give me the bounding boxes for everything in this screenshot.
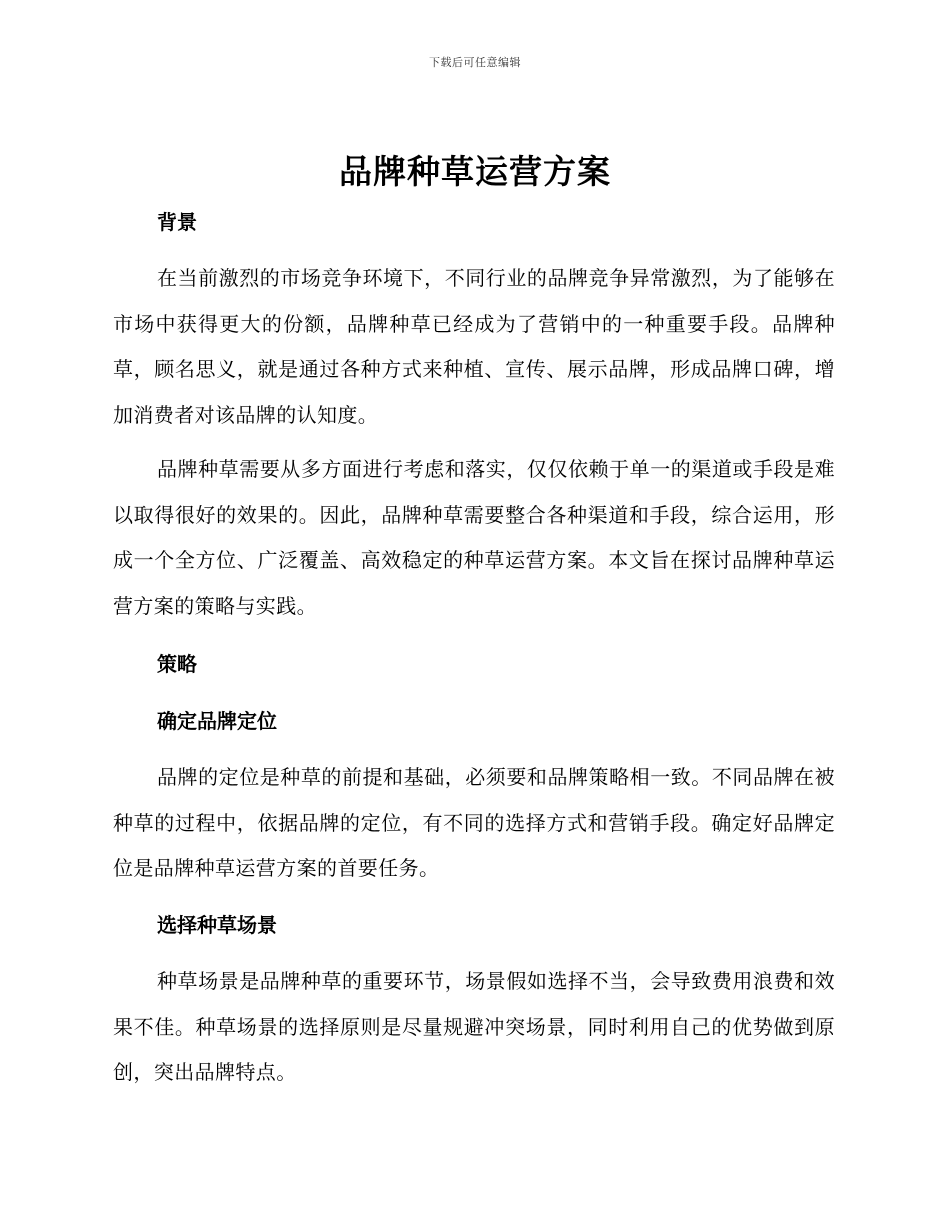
paragraph-seeding-scene: 种草场景是品牌种草的重要环节，场景假如选择不当，会导致费用浪费和效果不佳。种草场景的选择原则是尽量规避冲突场景，同时利用自己的优势做到原创，突出品牌特点。	[113, 969, 835, 1084]
section-heading-strategy: 策略	[157, 652, 197, 676]
paragraph-brand-positioning: 品牌的定位是种草的前提和基础，必须要和品牌策略相一致。不同品牌在被种草的过程中，依据品牌的定位，有不同的选择方式和营销手段。确定好品牌定位是品牌种草运营方案的首要任务。	[113, 765, 835, 880]
page-header-note: 下载后可任意编辑	[429, 56, 521, 69]
subsection-heading-seeding-scene: 选择种草场景	[157, 913, 277, 937]
paragraph-background-1: 在当前激烈的市场竞争环境下，不同行业的品牌竞争异常激烈，为了能够在市场中获得更大的份额，品牌种草已经成为了营销中的一种重要手段。品牌种草，顾名思义，就是通过各种方式来种植、宣传、展示品牌，形成品牌口碑，增加消费者对该品牌的认知度。	[113, 266, 835, 427]
subsection-heading-brand-positioning: 确定品牌定位	[157, 709, 277, 733]
document-title: 品牌种草运营方案	[339, 152, 611, 191]
section-heading-background: 背景	[157, 210, 197, 234]
paragraph-background-2: 品牌种草需要从多方面进行考虑和落实，仅仅依赖于单一的渠道或手段是难以取得很好的效果的。因此，品牌种草需要整合各种渠道和手段，综合运用，形成一个全方位、广泛覆盖、高效稳定的种草运营方案。本文旨在探讨品牌种草运营方案的策略与实践。	[113, 457, 835, 618]
